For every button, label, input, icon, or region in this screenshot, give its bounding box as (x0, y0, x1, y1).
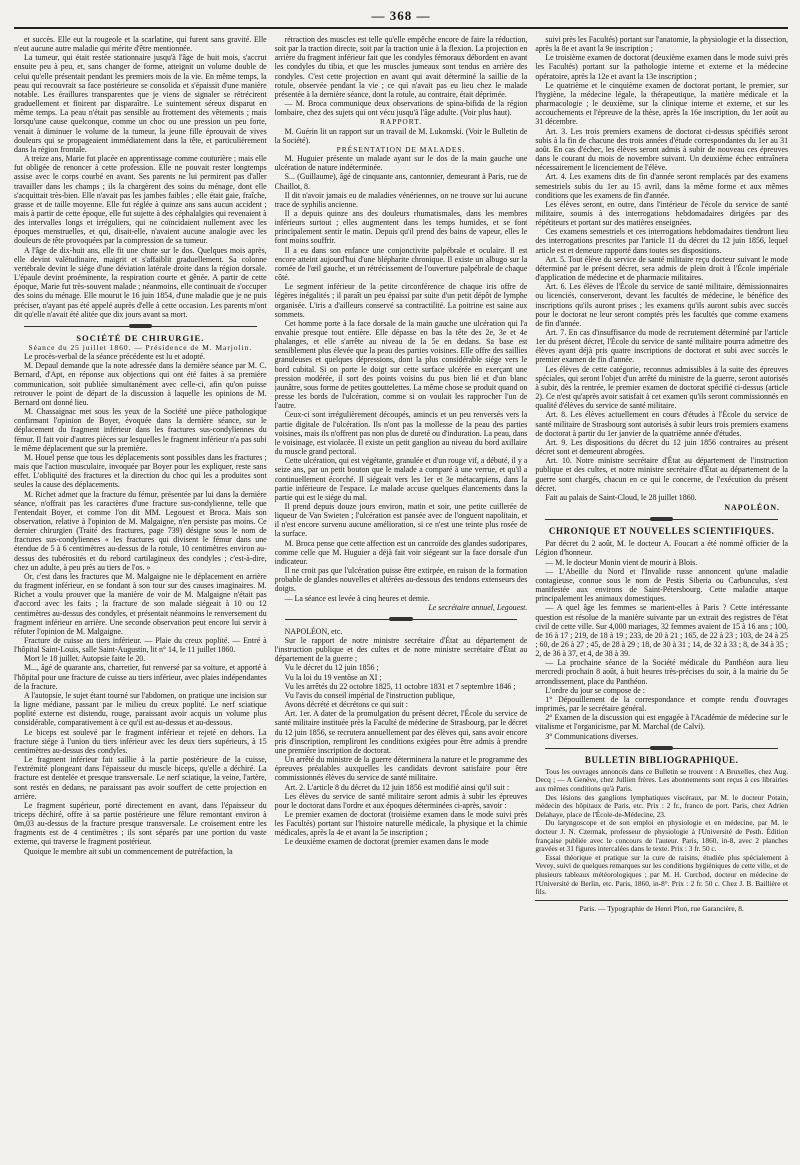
bulletin-note: Tous les ouvrages annoncés dans ce Bulletin se trouvent : A Bruxelles, chez Aug. Decq ; — A Genève, chez Jullien frères. Les abonnements sont reçus à ces librairies aux mêmes conditions qu'à Paris. (535, 766, 789, 794)
paragraph: — L'Abeille du Nord et l'Invalide russe annoncent qu'une maladie contagieuse, connue sous le nom de Pestis Siberia ou Carbunculus, s'est manifestée aux environs de Saint-Pétersbourg. Cette maladie attaque principalement les animaux domestiques. (535, 566, 789, 604)
paragraph: — A quel âge les femmes se marient-elles à Paris ? Cette intéressante question est résolue de la manière suivante par un extrait des registres de l'état civil de cette ville. Sur 4,000 mariages, 32 femmes avaient de 15 à 16 ans ; 100, de 16 à 17 ; 219, de 18 à 19 ; 233, de 20 à 21 ; 165, de 22 à 23 ; 103, de 24 à 25 ; 60, de 26 à 27 ; 45, de 28 à 29 ; 18, de 30 à 31 ; 14, de 32 à 33 ; 8, de 34 à 35 ; 2, de 36 à 37, et 4, de 38 à 39. (535, 603, 789, 659)
paragraph: Le biceps est soulevé par le fragment inférieur et rejeté en dehors. La fracture siége à l'union du tiers inférieur avec les deux tiers supérieurs, à 15 centimètres au-dessus des condyles. (14, 727, 267, 755)
paragraph: Il prend depuis douze jours environ, matin et soir, une petite cuillerée de liqueur de Van Swieten ; l'ulcération est pansée avec de l'onguent napolitain, et il n'est encore survenu aucune amélioration, si ce n'est une teinte plus rosée de la surface. (274, 501, 528, 539)
header-rule (14, 27, 788, 29)
session-line: Séance du 25 juillet 1860. — Présidence de M. Marjolin. (28, 343, 253, 352)
paragraph: Art. 9. Les dispositions du décret du 12 juin 1856 contraires au présent décret sont et demeurent abrogées. (535, 437, 789, 457)
paragraph: Cet homme porte à la face dorsale de la main gauche une ulcération qui l'a envahie presque tout entière. Elle dépasse en bas la tête des 2e, 3e et 4e phalanges, et elle s'arrête au niveau de la 5e en dedans. Sa base est sensiblement plus élevée que la peau des parties voisines. Elle offre des saillies granuleuses et quelques dépressions, dont la plus considérable siége vers le bord cubital. Si on porte le doigt sur cette surface ulcérée en exerçant une pression modérée, il sort des points voisins du pus bien lié et d'un blanc jaunâtre, sous forme de petites gouttelettes. La même chose se produit quand on presse les bords de l'ulcération, comme si on voulait les rapprocher l'un de l'autre. (274, 318, 528, 411)
section-ornament (285, 616, 518, 623)
paragraph: Fracture de cuisse au tiers inférieur. — Plaie du creux poplité. — Entré à l'hôpital Saint-Louis, salle Saint-Augustin, lit n° 14, le 11 juillet 1860. (14, 636, 267, 655)
paragraph: — La séance est levée à cinq heures et demie. (284, 593, 430, 603)
paragraph: Art. 7. En cas d'insuffisance du mode de recrutement déterminé par l'article 1er du présent décret, l'École du service de santé militaire pourra admettre des élèves ayant déjà pris quatre inscriptions de doctorat et subi avec succès le premier examen de fin d'année. (535, 328, 789, 365)
paragraph: M. Depaul demande que la note adressée dans la dernière séance par M. C. Bernard, d'Apt, en réponse aux objections qui ont été faites à sa première communication, soit publiée simultanément avec celle-ci, afin qu'on puisse retrouver le point de départ de la discussion à laquelle les opinions de M. Bernard ont donné lieu. (14, 361, 267, 407)
paragraph: Sur le rapport de notre ministre secrétaire d'État au département de l'instruction publique et des cultes et de notre ministre secrétaire d'État au département de la guerre ; (274, 636, 528, 664)
bibliography-entry: Essai théorique et pratique sur la cure de raisins, étudiée plus spécialement à Vevey, suivi de quelques remarques sur les conditions hygiéniques de cette ville, et de plusieurs tableaux météorologiques ; par M. H. Curchod, docteur en médecine de l'Université de Berlin, etc. Paris, 1860, in-8°. Prix : 2 fr. 50 c. Chez J. B. Baillière et fils. (535, 852, 789, 897)
paragraph: M. Richet admet que la fracture du fémur, présentée par lui dans la dernière séance, n'offrait pas les caractères d'une fracture sus-condylienne, telle que l'entendait Boyer, et comme l'on dit MM. Legouest et Broca. Mais son observation, relative à l'opinion de M. Malgaigne, n'en persiste pas moins. Ce dernier chirurgien (Traité des fractures, page 739) désigne sous le nom de fractures sus-condyliennes « les fractures qui divisent le fémur dans une étendue de 5 à 6 centimètres au-dessus de la rotule, 10 centimètres environ au-dessus des tubérosités et du rebord cartilagineux des condyles ; c'est-à-dire, chez un adulte, à peu près au tiers de l'os. » (14, 489, 267, 572)
paragraph: Le quatrième et le cinquième examen de doctorat portant, le premier, sur l'hygiène, la médecine légale, la thérapeutique, la matière médicale et la pharmacologie ; le deuxième, sur la clinique interne et externe, et sur les accouchements et l'épreuve de la thèse, après la 16e inscription, du 1er août au 31 décembre. (535, 80, 789, 127)
paragraph: Art. 2. L'article 8 du décret du 12 juin 1856 est modifié ainsi qu'il suit : (284, 782, 510, 792)
paragraph: 1° Dépouillement de la correspondance et compte rendu d'ouvrages imprimés, par le secrétaire général. (535, 694, 789, 714)
column-middle (275, 35, 528, 1150)
decree-opening: NAPOLÉON, etc. (284, 626, 343, 636)
paragraph: 3° Communications diverses. (545, 731, 639, 741)
paragraph: Vu le décret du 12 juin 1856 ; (284, 663, 379, 673)
column-left (14, 35, 267, 1150)
subheading-presentation: PRÉSENTATION DE MALADES. (336, 144, 466, 154)
paragraph: Or, c'est dans les fractures que M. Malgaigne nie le déplacement en arrière du fragment inférieur, en se fondant à son tour sur des causes imaginaires. M. Richet a voulu prouver que la manière de voir de M. Malgaigne n'était pas d'accord avec les faits ; la fracture de son malade siégeait à 10 ou 12 centimètres au-dessus des condyles, et présentait néanmoins le renversement du fragment inférieur en arrière. Une seconde observation peut encore lui servir à réfuter l'opinion de M. Malgaigne. (14, 571, 267, 636)
paragraph: Il dit n'avoir jamais eu de maladies vénériennes, on ne trouve sur lui aucune trace de syphilis ancienne. (274, 190, 528, 209)
paragraph: Mort le 18 juillet. Autopsie faite le 20. (24, 654, 146, 664)
paragraph: Les élèves du service de santé militaire seront admis à subir les épreuves pour le doctorat dans l'ordre et aux époques déterminées ci-après, savoir : (274, 791, 528, 810)
paragraph: A treize ans, Marie fut placée en apprentissage comme couturière ; mais elle fut obligée de renoncer à cette profession. Elle ne pouvait rester longtemps assise avec le corps courbé en avant. Ses parents ne lui permirent pas d'aller travailler dans les champs ; ils la chargèrent des soins du ménage, dont elle s'acquittait très-bien. Elle n'avait pas les jambes faibles ; elle était gaie, fraîche, grasse et de taille moyenne. Elle fut réglée à quinze ans sans aucun accident ; mais à partir de cette époque, elle fut sujette à des céphalalgies qui revenaient à des intervalles longs et irréguliers, qui ne coïncidaient nullement avec les époques menstruelles, et qui, disait-elle, n'avaient aucune analogie avec les douleurs de tête provoquées par la compression de sa tumeur. (14, 154, 267, 246)
paragraph: Fait au palais de Saint-Cloud, le 28 juillet 1860. (545, 492, 697, 502)
paragraph: M. Broca pense que cette affection est un cancroïde des glandes sudoripares, comme celle que M. Huguier a déjà fait voir siégeant sur la face dorsale d'un indicateur. (274, 538, 528, 566)
bibliography-entry: Des lésions des ganglions lymphatiques viscéraux, par M. le docteur Potain, médecin des hôpitaux de Paris, etc. Prix : 2 fr., franco de port. Paris, chez Adrien Delahaye, place de l'École-de-Médecine, 23. (535, 792, 789, 819)
secretary-signature: Le secrétaire annuel, Legouest. (428, 602, 528, 612)
paragraph: Le segment inférieur de la petite circonférence de chaque iris offre de légères inégalités ; il paraît un peu épaissi par suite d'un petit dépôt de lymphe organisée. L'iris a d'ailleurs conservé sa contractilité. La poitrine est saine aux sommets. (274, 282, 528, 319)
paragraph: Avons décrété et décrétons ce qui suit : (284, 700, 408, 710)
paragraph: Un arrêté du ministre de la guerre déterminera la nature et le programme des épreuves préalables auxquelles les candidats devront satisfaire pour être commissionnés élèves du service de santé militaire. (274, 755, 528, 783)
paragraph: Ceux-ci sont irrégulièrement découpés, amincis et un peu renversés vers la partie digitale de l'ulcération. Ils n'ont pas la mollesse de la peau des parties voisines, mais ils n'offrent pas non plus de dureté ou d'induration. La peau, dans le voisinage, est violacée. Il existe un petit ganglion au niveau du bord axillaire du muscle grand pectoral. (274, 410, 528, 457)
paragraph: Art. 10. Notre ministre secrétaire d'État au département de l'instruction publique et des cultes, et notre ministre secrétaire d'État au département de la guerre sont chargés, chacun en ce qui le concerne, de l'exécution du présent décret. (535, 456, 789, 493)
bibliography-entry: Du laryngoscope et de son emploi en physiologie et en médecine, par M. le docteur J. N. Czermak, professeur de physiologie à l'Université de Pesth. Édition française publiée avec le concours de l'auteur. Paris, 1860, in-8, avec 2 planches gravées et 31 figures intercalées dans le texte. Prix : 3 fr. 50 c. (535, 818, 789, 854)
section-heading-bulletin: BULLETIN BIBLIOGRAPHIQUE. (584, 754, 739, 765)
paragraph: Cette ulcération, qui est végétante, granulée et d'un rouge vif, a débuté, il y a seize ans, par un petit bouton que le malade a comparé à une verrue, et qu'il a continuellement écorché. Il siégeait vers les 1er et 3e métacarpiens, dans la partie inférieure de l'espace. Le malade accuse quelques élancements dans la partie qui est le siége du mal. (274, 456, 528, 502)
napoleon-signature: NAPOLÉON. (724, 502, 781, 512)
paragraph: Art. 8. Les élèves actuellement en cours d'études à l'École du service de santé militaire de Strasbourg sont autorisés à subir leurs trois premiers examens de doctorat à partir du 1er janvier de la quatrième année d'études. (535, 410, 789, 438)
paragraph: Art. 6. Les élèves de l'École du service de santé militaire, démissionnaires ou licenciés, conserveront, devant les facultés de médecine, le bénéfice des inscriptions qu'ils auront prises ; les examens qu'ils auront subis avec succès pour le doctorat ne leur seront comptés près les facultés que comme examens de fin d'année. (535, 282, 789, 328)
paragraph: Vu les arrêtés du 22 octobre 1825, 11 octobre 1831 et 7 septembre 1846 ; (284, 681, 516, 691)
page-number: — 368 — (371, 8, 431, 23)
paragraph: Le troisième examen de doctorat (deuxième examen dans le mode suivi près les Facultés) portant sur la pathologie interne et externe et la médecine opératoire, après la 12e et avant la 13e inscription ; (535, 53, 789, 81)
paragraph: L'ordre du jour se compose de : (545, 685, 645, 695)
paragraph: Il ne croit pas que l'ulcération puisse être extirpée, en raison de la formation probable de glandes nouvelles et altérées au-dessous des tendons extenseurs des doigts. (274, 566, 528, 594)
paragraph: M. Chassaignac met sous les yeux de la Société une pièce pathologique confirmant l'opinion de Boyer, évoquée dans la dernière séance, sur le déplacement du fragment inférieur dans les fractures sus-condyliennes du fémur. Il fait voir d'autres pièces sur lesquelles le fragment inférieur n'a pas subi le même déplacement que sur la première. (14, 407, 267, 453)
three-column-body (14, 35, 788, 1150)
paragraph: Art. 3. Les trois premiers examens de doctorat ci-dessus spécifiés seront subis à la fin de chacune des trois années d'étude correspondantes du 1er au 31 août. En cas d'échec, les élèves seront admis à subir de nouveau ces épreuves dans le courant du mois de novembre suivant. Un deuxième échec entraînera nécessairement le licenciement de l'élève. (535, 126, 789, 173)
printer-footer: Paris. — Typographie de Henri Plon, rue Garancière, 8. (579, 903, 744, 913)
paragraph: Ces examens semestriels et ces interrogations hebdomadaires tiendront lieu des interrogations prescrites par l'article 11 du décret du 12 juin 1856, lequel article est et demeure rapporté dans toutes ses dispositions. (535, 227, 789, 255)
paragraph: 2° Examen de la discussion qui est engagée à l'Académie de médecine sur le vitalisme et l'organicisme, par M. Marchal (de Calvi). (535, 713, 789, 732)
paragraph: Le procès-verbal de la séance précédente est lu et adopté. (24, 352, 205, 362)
paragraph: Vu la loi du 19 ventôse an XI ; (284, 672, 382, 682)
paragraph: Le fragment inférieur fait saillie à la partie postérieure de la cuisse, l'extrémité plongeant dans l'épaisseur du muscle biceps, qu'elle a déchiré. La fracture est dentelée et presque transversale. Le nerf sciatique, la veine, l'artère, sont restés en dedans, ne paraissant pas avoir souffert de cette projection en arrière. (14, 755, 267, 801)
paragraph: M. Huguier présente un malade ayant sur le dos de la main gauche une ulcération de nature indéterminée. (274, 154, 528, 173)
paragraph: Quoique le membre ait subi un commencement de putréfaction, la (24, 846, 233, 856)
paragraph: — M. le docteur Monin vient de mourir à Blois. (545, 557, 698, 567)
paragraph: Art. 5. Tout élève du service de santé militaire reçu docteur suivant le mode déterminé par le présent décret, sera admis de plein droit à l'École impériale d'application de médecine et de pharmacie militaires. (535, 254, 789, 283)
paragraph: Vu l'avis du conseil impérial de l'instruction publique, (284, 690, 455, 700)
paragraph: M. Guérin lit un rapport sur un travail de M. Lukomski. (Voir le Bulletin de la Société). (274, 126, 528, 145)
paragraph: La tumeur, qui était restée stationnaire jusqu'à l'âge de huit mois, s'accrut ensuite peu à peu, et, sans changer de forme, atteignit un volume double de celui qu'elle présentait pendant les premiers mois de la vie. En même temps, la peau qui recouvrait sa face postérieure se consolida et s'épaissit d'une manière notable. Les éraillures transparentes que je viens de signaler se rétrécirent graduellement et finirent par disparaître. Le suintement séreux disparut en même temps. La peau n'était pas sensible au frottement des vêtements ; mais lorsqu'une cause quelconque, comme un choc ou une pression un peu forte, venait à diminuer le volume de la tumeur, la jeune fille éprouvait de vives douleurs qui se propageaient immédiatement dans la tête, et particulièrement dans la région frontale. (14, 53, 267, 154)
paragraph: Le premier examen de doctorat (troisième examen dans le mode suivi près les Facultés) portant sur l'histoire naturelle médicale, la physique et la chimie médicales, après la 4e et avant la 5e inscription ; (274, 809, 528, 838)
section-ornament (545, 516, 778, 523)
paragraph: Il a eu dans son enfance une conjonctivite palpébrale et oculaire. Il est encore atteint aujourd'hui d'une blépharite chronique. Il existe un albugo sur la cornée de l'œil gauche, et un rétrécissement de l'ouverture palpébrale de chaque côté. (274, 245, 528, 283)
section-heading-societe-chirurgie: SOCIÉTÉ DE CHIRURGIE. (76, 332, 205, 343)
paragraph: S... (Guillaume), âgé de cinquante ans, cantonnier, demeurant à Paris, rue de Chaillot, 8. (274, 172, 528, 191)
paragraph: Art. 1er. A dater de la promulgation du présent décret, l'École du service de santé militaire instituée près la Faculté de médecine de Strasbourg, par le décret du 12 juin 1856, se recrutera annuellement par des élèves qui, sans avoir encore pris d'inscription, rempliront les conditions exigées pour être admis à prendre une première inscription de doctorat. (274, 709, 528, 755)
subheading-rapport: RAPPORT. (379, 117, 423, 127)
paragraph: rétraction des muscles est telle qu'elle empêche encore de faire la réduction, soit par la traction directe, soit par la traction unie à la flexion. La projection en arrière du fragment inférieur fait que les condyles fémoraux débordent en avant les condyles du tibia, et que les muscles jumeaux sont tendus en arrière des condyles. C'est cette projection en avant qui avait déterminé la saillie de la rotule, observée pendant la vie ; ce qui n'avait pas eu lieu chez le malade présentée à la dernière séance, dont la rotule, au contraire, était déprimée. (274, 35, 528, 99)
paragraph: — La prochaine séance de la Société médicale du Panthéon aura lieu mercredi prochain 8 août, à huit heures très-précises du soir, à la mairie du 5e arrondissement, place du Panthéon. (535, 658, 789, 686)
paragraph: A l'âge de dix-huit ans, elle fit une chute sur le dos. Quelques mois après, elle devint valétudinaire, maigrit et s'affaiblit graduellement. Sa colonne vertébrale devint le siége d'une déviation latérale droite dans la région dorsale. L'épaule devint proéminente, la respiration courte et gênée. A partir de cette époque, Marie fut très-souvent malade ; néanmoins, elle continuait de s'occuper des soins du ménage. Elle mourut le 16 juin 1854, d'une maladie que je ne puis préciser, n'ayant pas été appelé auprès d'elle à cette occasion. Les parents m'ont dit qu'elle n'avait été alitée que dix jours avant sa mort. (14, 245, 267, 319)
section-ornament (545, 745, 778, 752)
paragraph: Par décret du 2 août, M. le docteur A. Foucart a été nommé officier de la Légion d'honneur. (535, 539, 789, 558)
paragraph: Art. 4. Les examens dits de fin d'année seront remplacés par des examens semestriels subis du 1er au 15 avril, dans la même forme et aux mêmes conditions que les examens de fin d'année. (535, 172, 789, 200)
paragraph: Le fragment supérieur, porté directement en avant, dans l'épaisseur du triceps déchiré, offre à sa partie postérieure une fêlure remontant environ à 0m,03 au-dessus de la fracture presque transversale. Le croisement entre les fragments est de 4 centimètres ; ils sont séparés par une portion du vaste externe, qui traverse le fragment postérieur. (14, 800, 267, 847)
section-heading-chronique: CHRONIQUE ET NOUVELLES SCIENTIFIQUES. (548, 526, 775, 537)
footer-rule (535, 900, 788, 901)
paragraph: A l'autopsie, le sujet étant tourné sur l'abdomen, on pratique une incision sur la ligne médiane, passant par le milieu du creux poplité. Le nerf sciatique poplité externe est distendu, rouge, paraissant avoir acquis un volume plus considérable, comparativement à ce qu'il est au-dessus et au-dessous. (14, 690, 267, 728)
column-right (535, 35, 788, 1150)
paragraph: Les élèves de cette catégorie, reconnus admissibles à la suite des épreuves spéciales, qui seront l'objet d'un arrêté du ministre de la guerre, seront autorisés à subir, dès la rentrée, le premier examen de doctorat spécifié ci-dessus (article 2). Ce n'est qu'après avoir satisfait à cet examen qu'ils seront commissionnés en qualité d'élèves du service de santé militaire. (535, 364, 789, 411)
paragraph: M..., âgé de quarante ans, charretier, fut renversé par sa voiture, et apporté à l'hôpital pour une fracture de cuisse au tiers inférieur, avec plaies indépendantes de la fracture. (14, 663, 267, 691)
paragraph: Il a depuis quinze ans des douleurs rhumatismales, dans les membres inférieurs surtout ; elles augmentent dans les temps humides, et se font principalement sentir le matin. Depuis qu'il prend des bains de vapeur, elles le font moins souffrir. (274, 208, 528, 246)
paragraph: Le deuxième examen de doctorat (premier examen dans le mode (284, 837, 489, 847)
paragraph: suivi près les Facultés) portant sur l'anatomie, la physiologie et la dissection, après la 8e et avant la 9e inscription ; (535, 35, 789, 54)
paragraph: — M. Broca communique deux observations de spina-bifida de la région lombaire, chez des sujets qui ont vécu jusqu'à l'âge adulte. (Voir plus haut). (274, 99, 528, 118)
paragraph: Les élèves seront, en outre, dans l'intérieur de l'école du service de santé militaire, soumis à des interrogations hebdomadaires dirigées par des répétiteurs et portant sur des matières enseignées. (535, 199, 789, 228)
section-ornament (24, 323, 257, 330)
paragraph: M. Houel pense que tous les déplacements sont possibles dans les fractures ; mais que l'action musculaire, invoquée par Boyer pour les expliquer, reste sans effet. L'obliquité des fractures et la direction du choc qui les a produites sont seules la cause des déplacements. (14, 452, 267, 490)
paragraph: et succès. Elle eut la rougeole et la scarlatine, qui furent sans gravité. Elle n'eut aucune autre maladie qui mérite d'être mentionnée. (14, 35, 267, 54)
